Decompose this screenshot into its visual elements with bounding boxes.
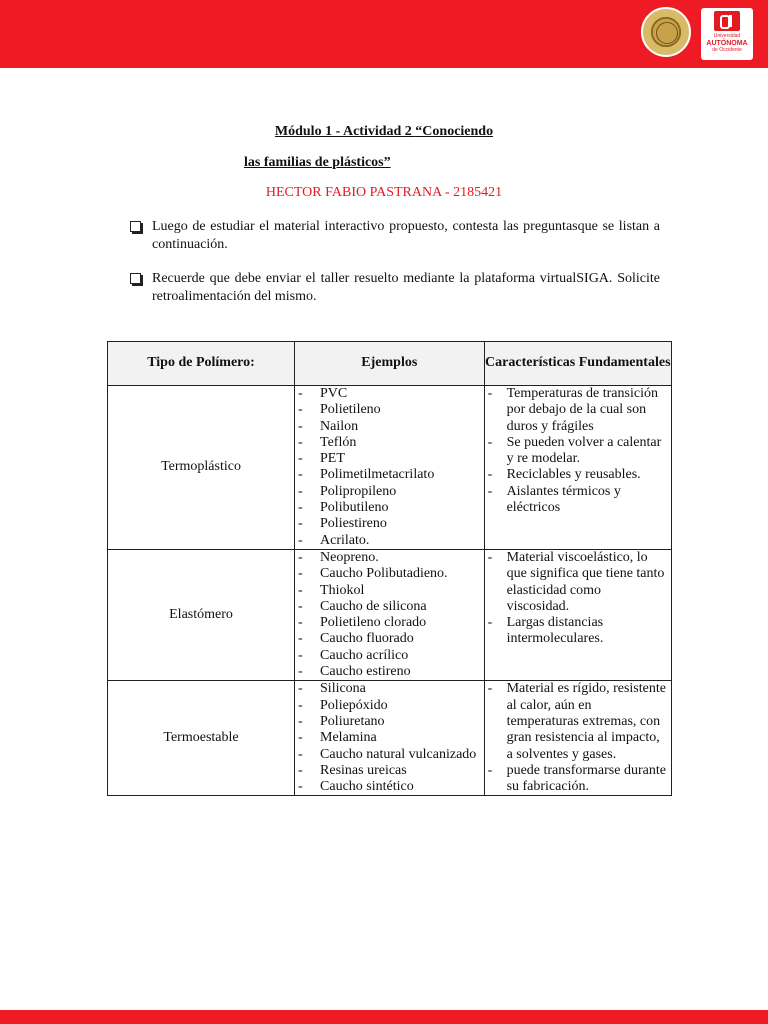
list-item: - Largas distancias intermoleculares.: [485, 615, 671, 648]
list-item: - Acrilato.: [295, 533, 484, 549]
table-header-row: [108, 342, 672, 386]
uao-mark-icon: [714, 11, 740, 31]
checkbox-bullet-icon: [130, 221, 141, 232]
list-item: - Thiokol: [295, 583, 484, 599]
list-item: - Poliepóxido: [295, 698, 484, 714]
ejemplos-cell: [295, 386, 485, 550]
table-row: [108, 681, 672, 796]
list-item: - Reciclables y reusables.: [485, 467, 671, 483]
document-title-line2: las familias de plásticos”: [244, 155, 391, 170]
list-item: - Material es rígido, resistente al calor, aún en temperaturas extremas, con gran resistencia al impacto, a solventes y gases.: [485, 681, 671, 762]
ejemplos-cell: [295, 681, 485, 796]
table-row: [108, 549, 672, 680]
list-item: - puede transformarse durante su fabricación.: [485, 763, 671, 796]
caracteristicas-cell: [484, 681, 671, 796]
list-item: - Caucho natural vulcanizado: [295, 747, 484, 763]
list-item: - Caucho sintético: [295, 779, 484, 795]
list-item: - Polietileno clorado: [295, 615, 484, 631]
list-item: - Resinas ureicas: [295, 763, 484, 779]
list-item: - Polietileno: [295, 402, 484, 418]
list-item: - Polipropileno: [295, 484, 484, 500]
list-item: - Silicona: [295, 681, 484, 697]
list-item: - PVC: [295, 386, 484, 402]
list-item: - Neopreno.: [295, 550, 484, 566]
list-item: - Caucho acrílico: [295, 648, 484, 664]
header-tipo: Tipo de Polímero:: [108, 342, 295, 386]
list-item: - Caucho de silicona: [295, 599, 484, 615]
list-item: - Se pueden volver a calentar y re modelar.: [485, 435, 671, 468]
footer-banner: [0, 1010, 768, 1024]
list-item: - Poliuretano: [295, 714, 484, 730]
list-item: - PET: [295, 451, 484, 467]
list-item: - Aislantes térmicos y eléctricos: [485, 484, 671, 517]
uao-logo-text: Universidad AUTÓNOMA de Occidente: [706, 33, 748, 53]
table-row: [108, 386, 672, 550]
list-item: - Polimetilmetacrilato: [295, 467, 484, 483]
ejemplos-cell: [295, 549, 485, 680]
caracteristicas-cell: [484, 549, 671, 680]
list-item: - Caucho Polibutadieno.: [295, 566, 484, 582]
list-item: - Teflón: [295, 435, 484, 451]
header-ejemplos: Ejemplos: [295, 342, 485, 386]
list-item: - Nailon: [295, 419, 484, 435]
header-banner: [0, 0, 768, 68]
tipo-cell: Termoestable: [108, 681, 295, 796]
list-item: - Material viscoelástico, lo que significa que tiene tanto elasticidad como viscosidad.: [485, 550, 671, 615]
header-caracteristicas: Características Fundamentales: [484, 342, 671, 386]
instruction-bullet-1: Luego de estudiar el material interactivo propuesto, contesta las preguntasque se listan a continuación.: [130, 218, 660, 254]
tipo-cell: Termoplástico: [108, 386, 295, 550]
caracteristicas-cell: [484, 386, 671, 550]
polymer-table: [107, 341, 672, 796]
author-name: HECTOR FABIO PASTRANA - 2185421: [265, 185, 503, 200]
list-item: - Temperaturas de transición por debajo de la cual son duros y frágiles: [485, 386, 671, 435]
list-item: - Polibutileno: [295, 500, 484, 516]
list-item: - Caucho fluorado: [295, 631, 484, 647]
list-item: - Caucho estireno: [295, 664, 484, 680]
uao-logo: [701, 8, 753, 60]
checkbox-bullet-icon: [130, 273, 141, 284]
instruction-bullet-2: Recuerde que debe enviar el taller resuelto mediante la plataforma virtualSIGA. Solicite retroalimentación del mismo.: [130, 270, 660, 306]
list-item: - Melamina: [295, 730, 484, 746]
tipo-cell: Elastómero: [108, 549, 295, 680]
document-title-line1: Módulo 1 - Actividad 2 “Conociendo: [274, 124, 494, 139]
list-item: - Poliestireno: [295, 516, 484, 532]
university-seal-logo: [641, 7, 691, 57]
